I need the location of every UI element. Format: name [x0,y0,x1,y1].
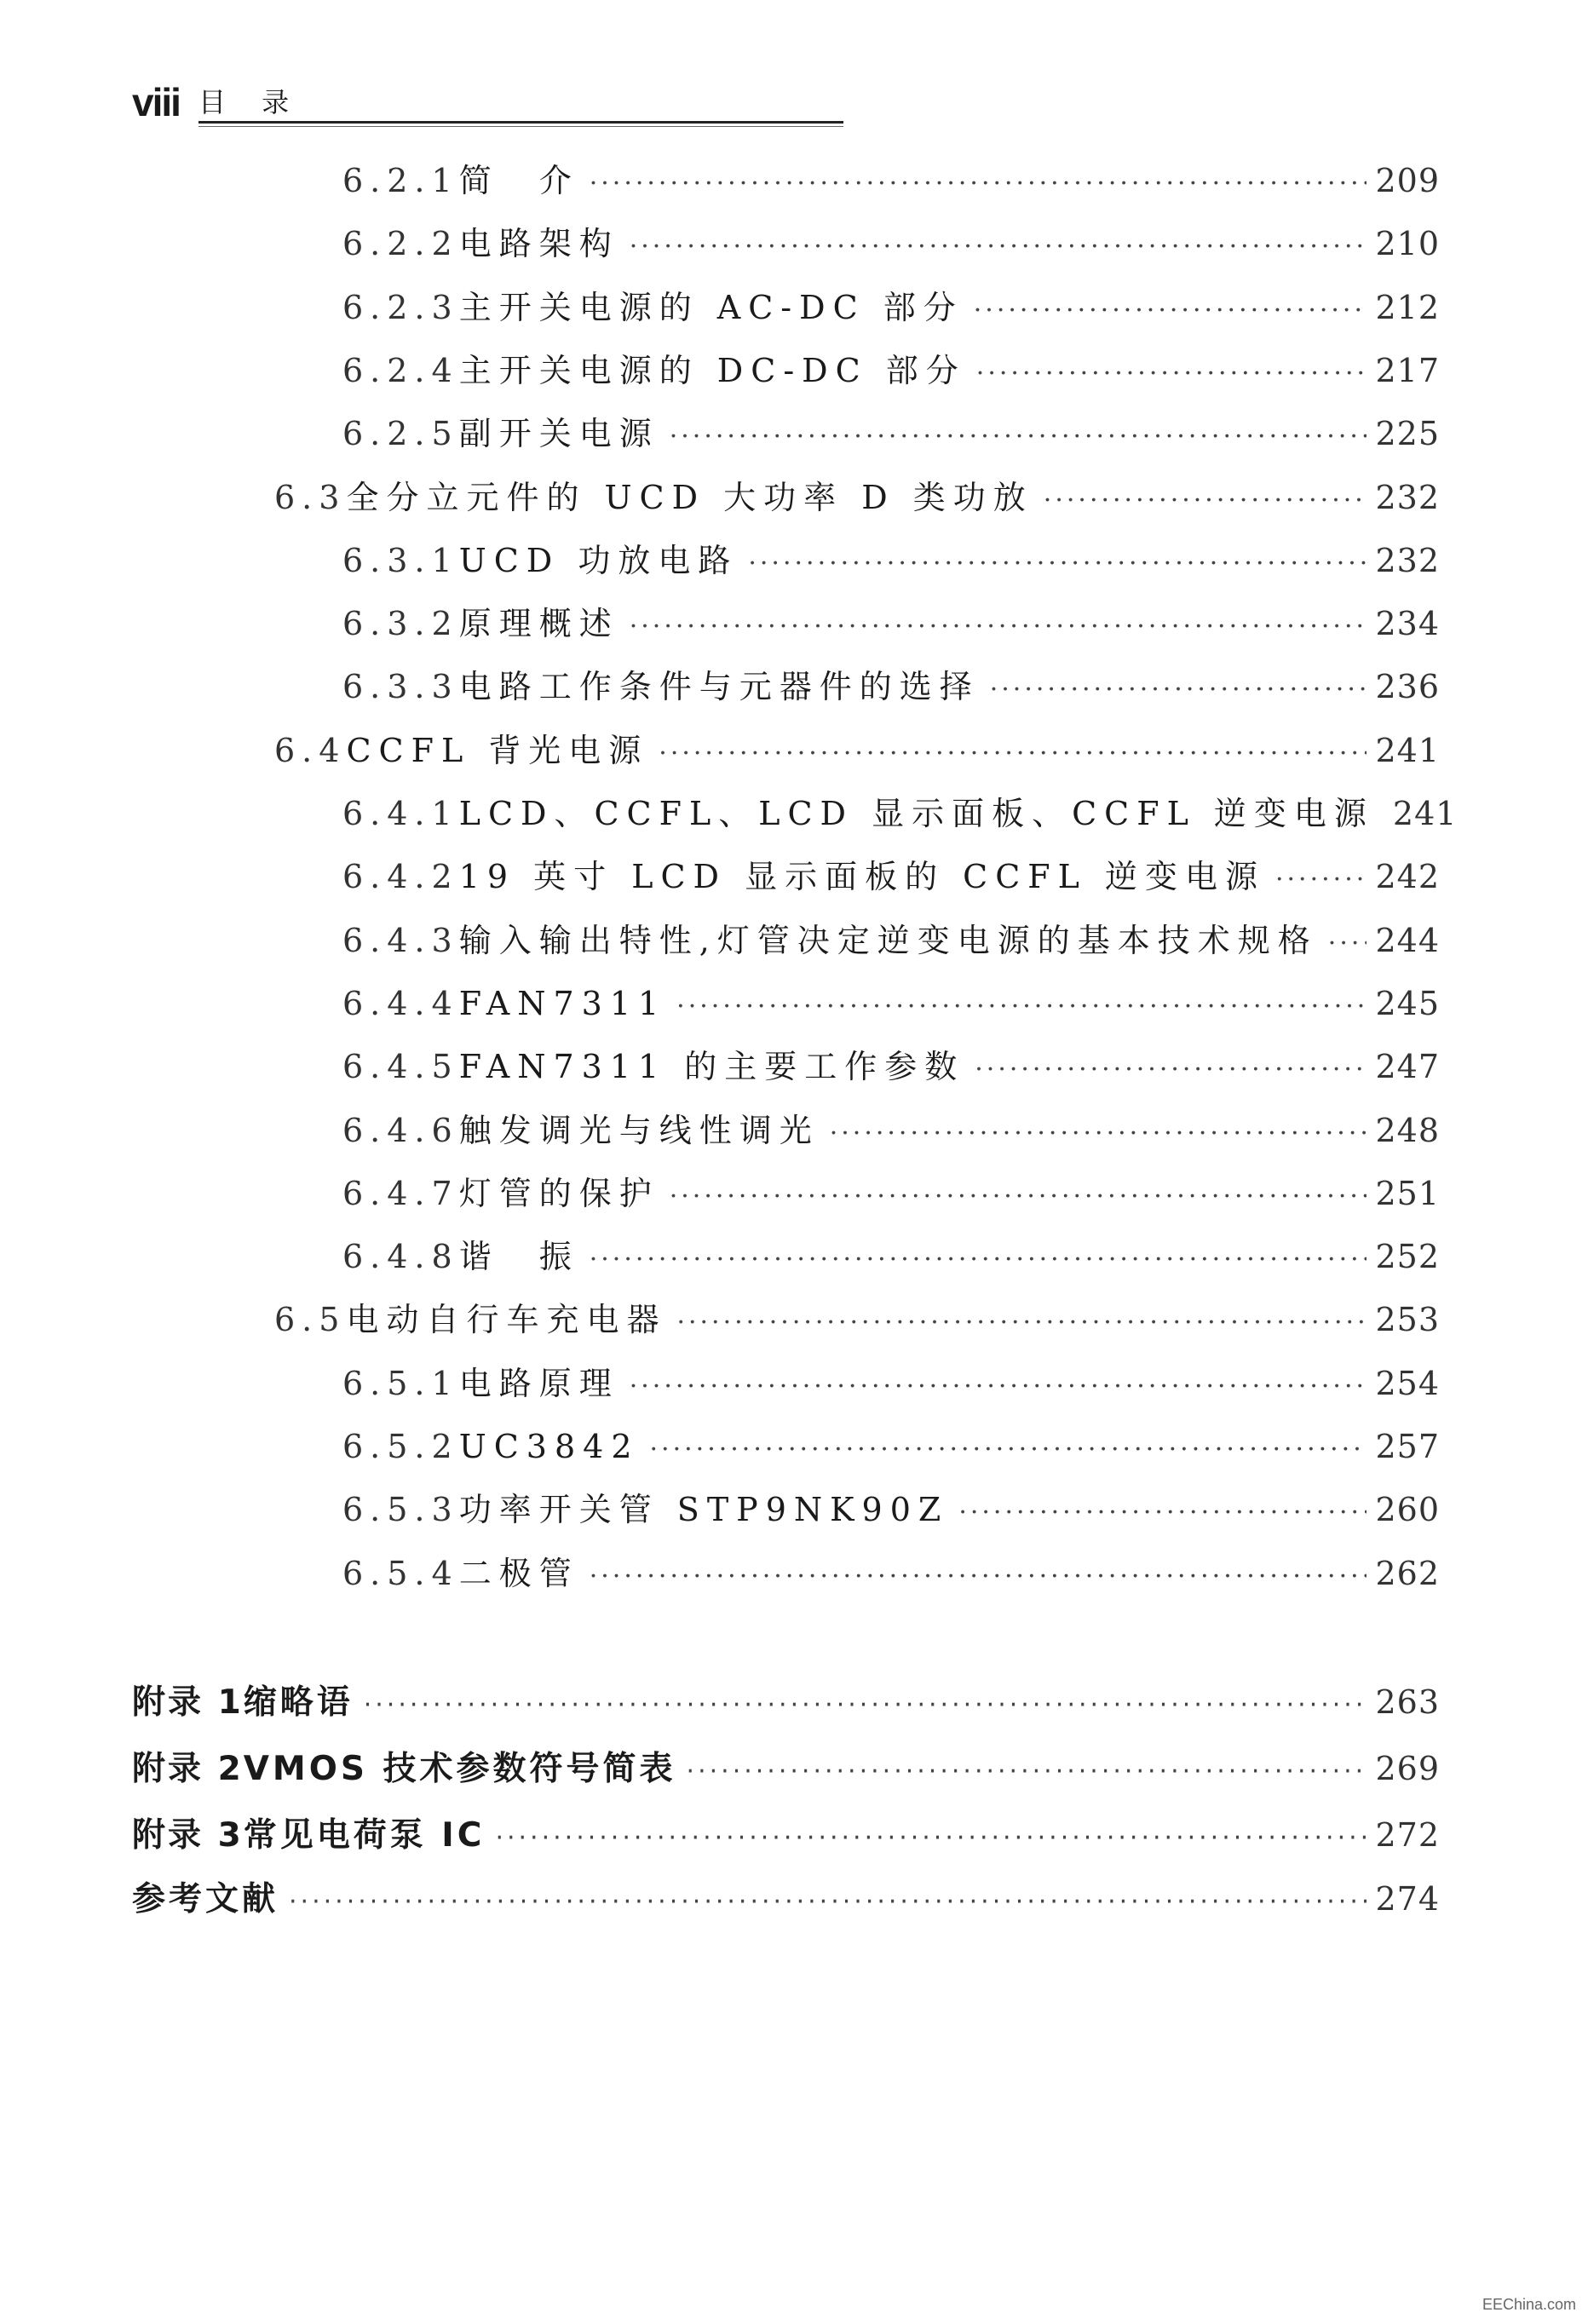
entry-title: 功率开关管 STP9NK90Z [458,1491,949,1529]
entry-title: 输入输出特性,灯管决定逆变电源的基本技术规格 [458,921,1318,959]
entry-page: 262 [1375,1554,1440,1592]
dot-leader [1044,477,1367,525]
entry-title: 19 英寸 LCD 显示面板的 CCFL 逆变电源 [458,858,1265,896]
toc-appendix-row[interactable] [132,1678,1440,1726]
entry-page: 244 [1375,921,1440,959]
toc-subsection-row[interactable] [342,1043,1440,1090]
entry-number: 6.5.1 [342,1364,459,1402]
toc-subsection-row[interactable] [342,1360,1440,1407]
entry-title: 主开关电源的 AC-DC 部分 [458,288,964,326]
header-rule [198,121,843,124]
toc-appendix-row[interactable] [132,1811,1440,1859]
dot-leader [676,983,1366,1031]
dot-leader [670,1173,1367,1221]
entry-page: 260 [1375,1491,1440,1529]
entry-title: 谐 振 [458,1238,579,1276]
entry-number: 6.3.2 [342,605,459,643]
entry-number: 6.3.3 [342,668,459,706]
dot-leader [289,1878,1366,1926]
entry-page: 241 [1375,731,1440,769]
toc-subsection-row[interactable] [342,663,1440,710]
entry-page: 236 [1375,668,1440,706]
dot-leader [974,287,1367,335]
appendix-label: 附录 2 [132,1750,244,1788]
entry-number: 6.4.2 [342,858,459,896]
toc-subsection-row[interactable] [342,1550,1440,1597]
entry-title: 电路架构 [458,225,619,263]
dot-leader [670,413,1367,461]
entry-title: 触发调光与线性调光 [458,1111,820,1149]
entry-number: 6.5.4 [342,1554,459,1592]
entry-title: 电路工作条件与元器件的选择 [458,668,980,706]
appendix-title: 缩略语 [243,1683,354,1722]
toc-section-row[interactable] [274,1296,1440,1343]
entry-number: 6.4 [274,731,347,769]
entry-number: 6.2.5 [342,415,459,453]
toc-subsection-row[interactable] [342,980,1440,1027]
entry-title: CCFL 背光电源 [346,731,649,769]
dot-leader [590,160,1367,208]
page-number: viii [132,80,180,124]
dot-leader [650,1426,1367,1474]
entry-page: 245 [1375,984,1440,1022]
entry-number: 6.3 [274,478,347,516]
entry-number: 6.4.4 [342,984,459,1022]
entry-number: 6.4.1 [342,795,459,832]
entry-number: 6.4.6 [342,1111,459,1149]
appendix-title: VMOS 技术参数符号简表 [243,1750,676,1788]
toc-section-row[interactable] [274,727,1440,774]
entry-page: 253 [1375,1301,1440,1339]
entry-page: 210 [1375,225,1440,263]
dot-leader [364,1682,1367,1729]
entry-title: 灯管的保护 [458,1174,659,1212]
entry-page: 234 [1375,605,1440,643]
entry-title: 副开关电源 [458,415,659,453]
entry-title: 电动自行车充电器 [346,1301,667,1339]
entry-number: 6.5 [274,1301,347,1339]
entry-number: 6.4.8 [342,1238,459,1276]
entry-number: 6.2.4 [342,351,459,389]
dot-leader [976,350,1367,398]
toc-subsection-row[interactable] [342,410,1440,457]
entry-page: 251 [1375,1174,1440,1212]
dot-leader [687,1748,1367,1796]
dot-leader [1275,856,1366,904]
entry-page: 232 [1375,541,1440,579]
toc-subsection-row[interactable] [342,1170,1440,1217]
entry-number: 6.2.2 [342,225,459,263]
appendix-page: 274 [1375,1880,1440,1918]
entry-number: 6.5.3 [342,1491,459,1529]
dot-leader [958,1489,1366,1537]
toc-subsection-row[interactable] [342,1486,1440,1533]
toc-references-row[interactable] [132,1875,1440,1923]
dot-leader [590,1236,1367,1284]
entry-page: 257 [1375,1428,1440,1465]
appendix-label: 附录 1 [132,1683,244,1722]
entry-page: 248 [1375,1111,1440,1149]
entry-title: 主开关电源的 DC-DC 部分 [458,351,966,389]
entry-number: 6.4.3 [342,921,459,959]
appendix-label: 附录 3 [132,1816,244,1855]
toc-subsection-row[interactable] [342,600,1440,647]
watermark: EEChina.com [1482,2296,1576,2313]
entry-page: 212 [1375,288,1440,326]
toc-subsection-row[interactable] [342,157,1440,204]
entry-page: 254 [1375,1364,1440,1402]
entry-number: 6.2.1 [342,162,459,199]
entry-title: FAN7311 的主要工作参数 [458,1048,965,1086]
toc-subsection-row[interactable] [342,537,1440,584]
entry-number: 6.2.3 [342,288,459,326]
appendix-title: 参考文献 [132,1880,279,1918]
dot-leader [748,540,1366,588]
entry-page: 242 [1375,858,1440,896]
dot-leader [630,1363,1367,1411]
dot-leader [830,1110,1367,1158]
dot-leader [1328,920,1367,968]
dot-leader [590,1553,1367,1601]
entry-title: FAN7311 [458,984,667,1022]
entry-number: 6.5.2 [342,1428,459,1465]
entry-title: 二极管 [458,1554,579,1592]
dot-leader [676,1299,1366,1347]
toc-subsection-row[interactable] [342,284,1440,331]
entry-title: UCD 功放电路 [458,541,739,579]
entry-page: 217 [1375,351,1440,389]
appendix-title: 常见电荷泵 IC [243,1816,486,1855]
entry-page: 225 [1375,415,1440,453]
dot-leader [630,223,1367,271]
toc-subsection-row[interactable] [342,1233,1440,1280]
entry-title: 原理概述 [458,605,619,643]
toc-section-row[interactable] [274,474,1440,521]
entry-title: 电路原理 [458,1364,619,1402]
entry-page: 232 [1375,478,1440,516]
entry-page: 241 [1392,795,1458,832]
toc-subsection-row[interactable] [342,347,1440,394]
dot-leader [659,730,1366,778]
entry-number: 6.3.1 [342,541,459,579]
dot-leader [630,603,1367,651]
entry-page: 209 [1375,162,1440,199]
entry-number: 6.4.7 [342,1174,459,1212]
toc-subsection-row[interactable] [342,1423,1440,1470]
appendix-page: 272 [1375,1816,1440,1854]
running-header [132,78,843,133]
toc-subsection-row[interactable] [342,220,1440,267]
dot-leader [495,1815,1366,1862]
header-title: 目 录 [198,86,303,118]
entry-number: 6.4.5 [342,1048,459,1086]
header-rule-thin [198,126,843,127]
entry-title: 简 介 [458,162,579,199]
dot-leader [975,1046,1366,1094]
entry-title: UC3842 [458,1428,640,1465]
toc-appendix-row[interactable] [132,1745,1440,1792]
toc-subsection-row[interactable] [342,853,1440,900]
entry-page: 252 [1375,1238,1440,1276]
entry-page: 247 [1375,1048,1440,1086]
entry-title: LCD、CCFL、LCD 显示面板、CCFL 逆变电源 [458,795,1374,832]
dot-leader [990,666,1367,714]
appendix-page: 263 [1375,1683,1440,1721]
toc-subsection-row[interactable] [342,917,1440,964]
toc-subsection-row[interactable] [342,790,1458,837]
appendix-page: 269 [1375,1750,1440,1787]
toc-subsection-row[interactable] [342,1107,1440,1154]
entry-title: 全分立元件的 UCD 大功率 D 类功放 [346,478,1033,516]
